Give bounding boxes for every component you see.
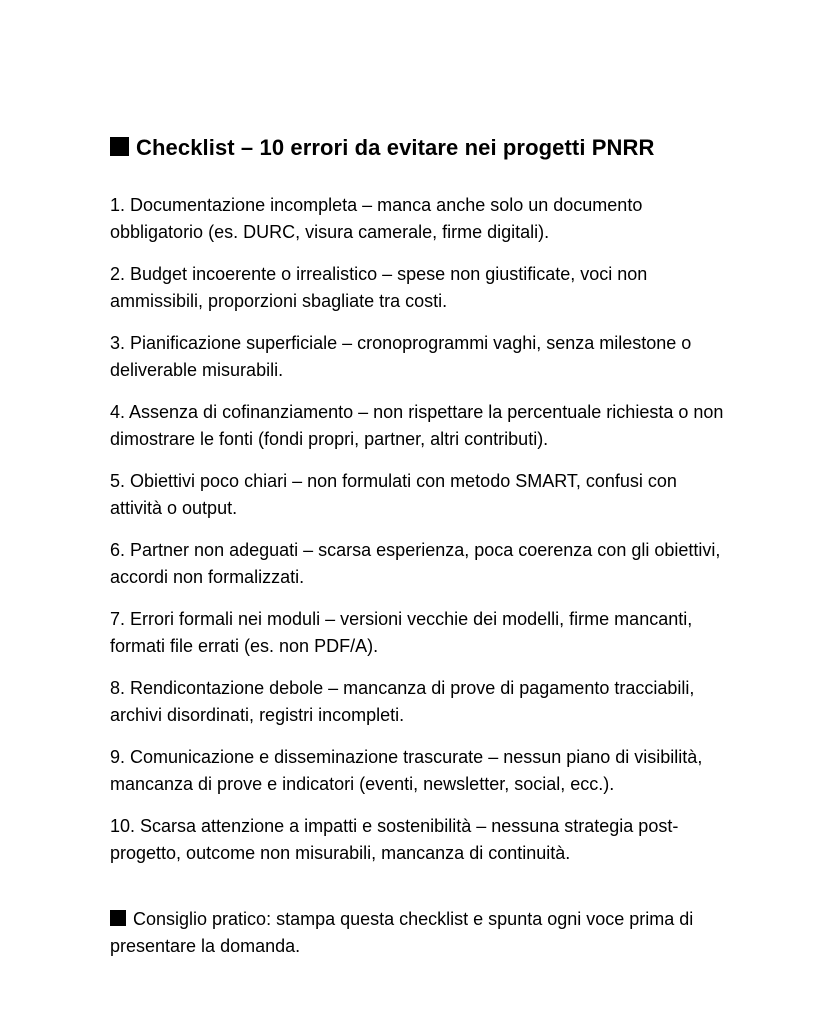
practical-tip	[110, 906, 728, 960]
checklist-item-7: 7. Errori formali nei moduli – versioni vecchie dei modelli, firme mancanti, formati file errati (es. non PDF/A).	[110, 609, 693, 656]
checklist-item-4: 4. Assenza di cofinanziamento – non rispettare la percentuale richiesta o non dimostrare le fonti (fondi propri, partner, altri contributi).	[110, 402, 724, 449]
checklist-item-9: 9. Comunicazione e disseminazione trascurate – nessun piano di visibilità, mancanza di prove e indicatori (eventi, newsletter, social, ecc.).	[110, 747, 703, 794]
checklist-item-10: 10. Scarsa attenzione a impatti e sostenibilità – nessuna strategia post-progetto, outcome non misurabili, mancanza di continuità.	[110, 816, 679, 863]
black-square-icon	[110, 137, 129, 156]
checklist-item-1: 1. Documentazione incompleta – manca anche solo un documento obbligatorio (es. DURC, visura camerale, firme digitali).	[110, 195, 643, 242]
checklist-item-8: 8. Rendicontazione debole – mancanza di prove di pagamento tracciabili, archivi disordinati, registri incompleti.	[110, 678, 695, 725]
checklist-item-5: 5. Obiettivi poco chiari – non formulati con metodo SMART, confusi con attività o output.	[110, 471, 677, 518]
black-square-icon	[110, 910, 126, 926]
checklist-item-3: 3. Pianificazione superficiale – cronoprogrammi vaghi, senza milestone o deliverable misurabili.	[110, 333, 692, 380]
checklist-item-6: 6. Partner non adeguati – scarsa esperienza, poca coerenza con gli obiettivi, accordi non formalizzati.	[110, 540, 721, 587]
checklist-item-2: 2. Budget incoerente o irrealistico – spese non giustificate, voci non ammissibili, proporzioni sbagliate tra costi.	[110, 264, 648, 311]
document-title-text: Checklist – 10 errori da evitare nei progetti PNRR	[136, 135, 655, 160]
practical-tip-text: Consiglio pratico: stampa questa checklist e spunta ogni voce prima di presentare la domanda.	[110, 909, 694, 956]
document-page	[110, 134, 728, 960]
document-title	[110, 134, 728, 161]
